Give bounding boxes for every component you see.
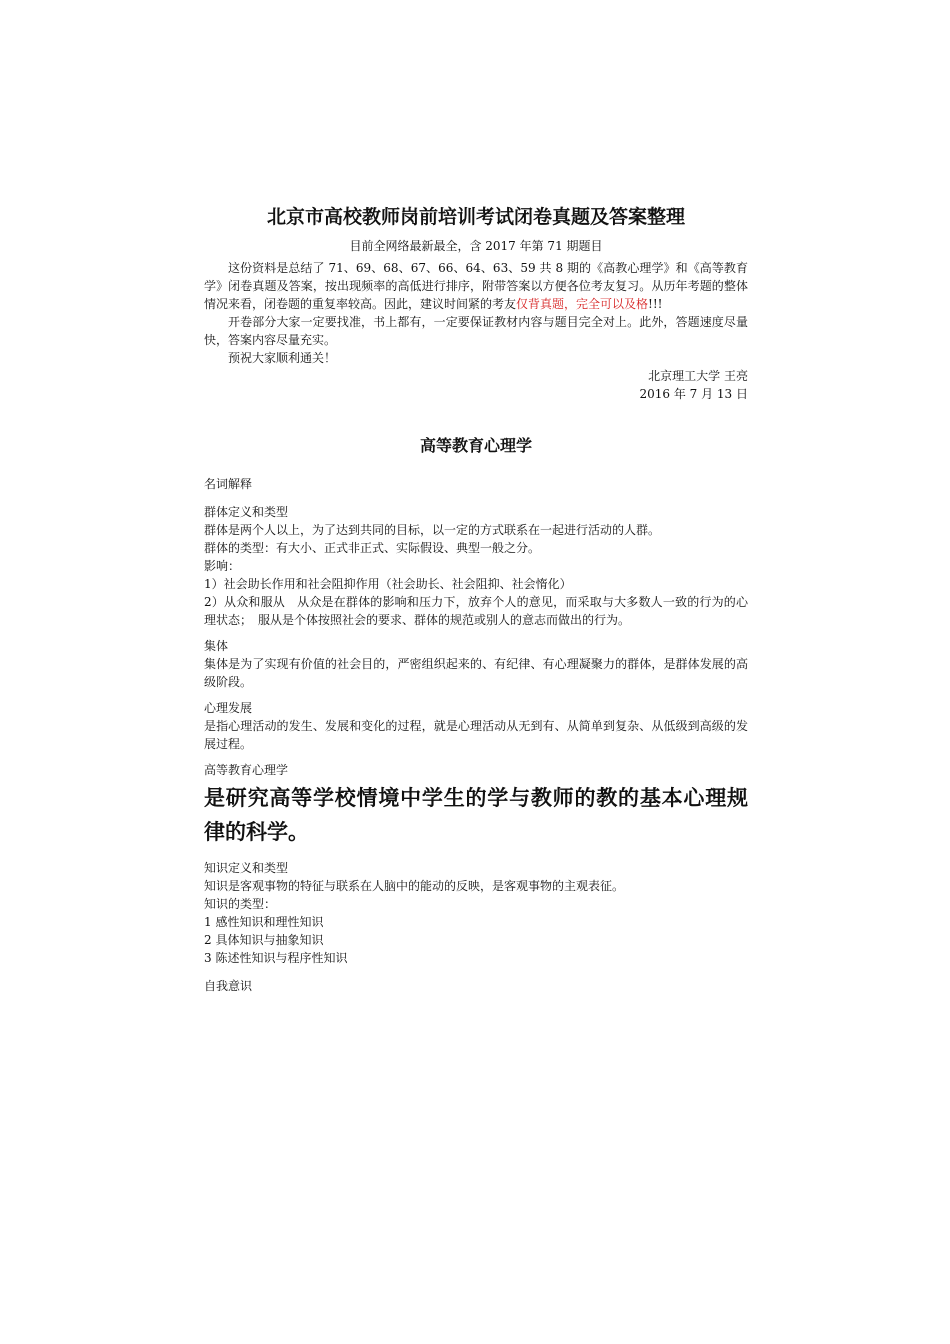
knowledge-type-3: 3 陈述性知识与程序性知识 xyxy=(204,951,348,965)
self-awareness-heading: 自我意识 xyxy=(204,979,253,993)
intro-text: 这份资料是总结了 71、69、68、67、66、64、63、59 共 8 期的《高教心理学》和《高等教育学》闭卷真题及答案，按出现频率的高低进行排序，附带答案以方便各位考友复习。从历年考题的整体情况来看，闭卷题的重复率较高。因此，建议时间紧的考友 xyxy=(204,261,748,311)
knowledge-definition: 知识是客观事物的特征与联系在人脑中的能动的反映，是客观事物的主观表征。 xyxy=(204,879,625,893)
hep-definition: 是研究高等学校情境中学生的学与教师的教的基本心理规律的科学。 xyxy=(204,785,748,844)
collective-heading: 集体 xyxy=(204,639,229,653)
knowledge-type-2: 2 具体知识与抽象知识 xyxy=(204,933,324,947)
intro-paragraph-2: 开卷部分大家一定要找准，书上都有，一定要保证教材内容与题目完全对上。此外，答题速度尽量快，答案内容尽量充实。 xyxy=(204,315,748,347)
group-definition: 群体是两个人以上，为了达到共同的目标，以一定的方式联系在一起进行活动的人群。 xyxy=(204,523,661,537)
document-content xyxy=(204,205,748,995)
psych-dev-heading: 心理发展 xyxy=(204,701,253,715)
intro-paragraph-1 xyxy=(204,259,748,313)
group-influence-1: 1）社会助长作用和社会阻抑作用（社会助长、社会阻抑、社会惰化） xyxy=(204,577,572,591)
collective-definition: 集体是为了实现有价值的社会目的，严密组织起来的、有纪律、有心理凝聚力的群体，是群体发展的高级阶段。 xyxy=(204,657,748,689)
group-influence-label: 影响： xyxy=(204,559,241,573)
knowledge-heading: 知识定义和类型 xyxy=(204,861,289,875)
category-heading: 名词解释 xyxy=(204,477,253,491)
psych-dev-definition: 是指心理活动的发生、发展和变化的过程，就是心理活动从无到有、从简单到复杂、从低级到高级的发展过程。 xyxy=(204,719,748,751)
knowledge-type-1: 1 感性知识和理性知识 xyxy=(204,915,324,929)
intro-exclamation: !!! xyxy=(648,297,663,311)
intro-paragraph-3: 预祝大家顺利通关！ xyxy=(228,351,337,365)
hep-heading: 高等教育心理学 xyxy=(204,763,289,777)
section-title: 高等教育心理学 xyxy=(419,436,532,455)
group-types: 群体的类型：有大小、正式非正式、实际假设、典型一般之分。 xyxy=(204,541,541,555)
group-influence-2: 2）从众和服从 从众是在群体的影响和压力下，放弃个人的意见，而采取与大多数人一致的行为的心理状态； 服从是个体按照社会的要求、群体的规范或别人的意志而做出的行为。 xyxy=(204,595,748,627)
intro-highlight: 仅背真题，完全可以及格 xyxy=(516,297,649,311)
document-subtitle: 目前全网络最新最全，含 2017 年第 71 期题目 xyxy=(349,239,603,253)
group-heading: 群体定义和类型 xyxy=(204,505,289,519)
signature-date: 2016 年 7 月 13 日 xyxy=(639,387,748,401)
document-title: 北京市高校教师岗前培训考试闭卷真题及答案整理 xyxy=(266,206,685,228)
signature-org: 北京理工大学 王亮 xyxy=(648,369,748,383)
knowledge-types-label: 知识的类型： xyxy=(204,897,277,911)
